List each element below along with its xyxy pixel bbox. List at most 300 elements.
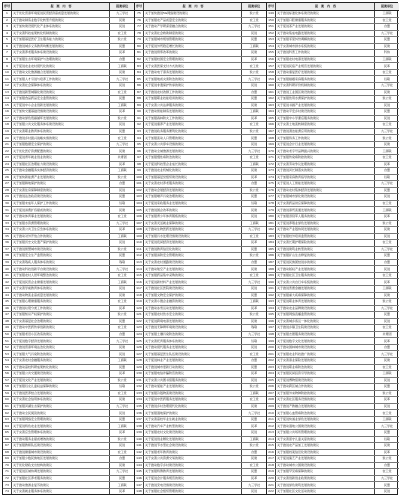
proposal-unit: 台盟 (251, 358, 258, 363)
table-column (267, 3, 399, 494)
proposal-unit: 民革 (251, 423, 258, 428)
proposal-title: 关于完善商业保险发展的建议 (276, 358, 375, 364)
row-number: 96 (135, 148, 144, 154)
row-number: 95 (135, 142, 144, 148)
proposal-unit: 民进 (119, 410, 126, 415)
proposal-unit: 民进 (383, 377, 390, 382)
proposal-unit: 工商联 (249, 43, 259, 48)
proposal-unit: 台盟 (119, 456, 126, 461)
table-row (267, 489, 399, 495)
proposal-title: 关于推进乡镇卫生院建设的建议 (276, 325, 375, 331)
proposal-title: 关于加强社区文化活动的建议 (276, 489, 375, 495)
proposal-title: 关于促进家政服务业发展的建议 (144, 201, 242, 207)
proposal-unit: 农工党 (382, 469, 392, 474)
row-number: 119 (135, 299, 144, 305)
row-number: 52 (3, 345, 12, 351)
proposal-title: 关于完善学前教育体系的建议 (12, 286, 110, 292)
proposal-unit: 民进 (251, 430, 258, 435)
row-number: 3 (3, 24, 12, 30)
row-number: 32 (3, 214, 12, 220)
proposal-unit: 共青团 (117, 155, 127, 160)
proposal-unit: 民革 (383, 214, 390, 219)
proposal-title: 关于推动湿地公园建设的建议 (276, 423, 375, 429)
proposal-unit: 农工党 (249, 122, 259, 127)
row-number: 168 (267, 135, 276, 141)
row-number: 60 (3, 397, 12, 403)
proposal-title: 关于加强电信诈骗防范的建议 (144, 371, 242, 377)
proposal-unit: 工商联 (117, 482, 127, 487)
row-number: 156 (267, 57, 276, 63)
proposal-unit: 民革 (119, 430, 126, 435)
proposal-title: 关于推动体育事业发展的建议 (12, 214, 110, 220)
proposal-title: 关于加强城市规划管理的建议 (144, 37, 242, 43)
proposal-title: 关于完善公共资源交易的建议 (144, 456, 242, 462)
proposal-title: 关于促进文化产业发展的建议 (12, 378, 110, 384)
row-number: 105 (135, 207, 144, 213)
proposal-unit: 民革 (383, 449, 390, 454)
proposal-title: 关于推动全民阅读的建议 (12, 410, 110, 416)
row-number: 178 (267, 201, 276, 207)
proposal-title: 关于推动老字号品牌振兴的建议 (276, 148, 375, 154)
proposal-title: 关于加强农产品质量安全的建议 (144, 18, 242, 24)
proposal-title: 关于加强重大疾病保障的建议 (276, 293, 375, 299)
proposal-unit: 工商联 (249, 109, 259, 114)
proposal-unit: 妇联 (383, 76, 390, 81)
row-number: 163 (267, 103, 276, 109)
proposal-unit: 民建 (119, 345, 126, 350)
row-number: 169 (267, 142, 276, 148)
row-number: 29 (3, 194, 12, 200)
proposal-unit: 工商联 (117, 102, 127, 107)
row-number: 122 (135, 319, 144, 325)
proposal-title: 关于推动农业品牌建设的建议 (276, 306, 375, 312)
proposal-unit: 九三学社 (380, 246, 393, 251)
row-number: 13 (3, 90, 12, 96)
row-number: 2 (3, 18, 12, 24)
row-number: 108 (135, 227, 144, 233)
proposal-title: 关于完善农村道路建设的建议 (144, 260, 242, 266)
row-number: 102 (135, 188, 144, 194)
proposal-title: 关于加强民间投资引导的建议 (276, 371, 375, 377)
proposal-unit: 九三学社 (116, 76, 129, 81)
row-number: 83 (135, 63, 144, 69)
row-number: 212 (267, 423, 276, 429)
row-number: 183 (267, 234, 276, 240)
proposal-title: 关于加强中小学课后服务的建议 (276, 116, 375, 122)
proposal-title: 关于推动跨区域合作的建议 (276, 384, 375, 390)
proposal-unit: 民革 (251, 174, 258, 179)
proposal-unit: 民进 (383, 403, 390, 408)
proposal-title: 关于完善残疾人服务体系的建议 (12, 260, 110, 266)
row-number: 209 (267, 404, 276, 410)
proposal-title: 关于加快新能源产业发展的建议 (12, 175, 110, 181)
proposal-title: 关于推动产学研深度融合的建议 (144, 24, 242, 30)
proposal-title: 关于推进建筑业转型的建议 (276, 247, 375, 253)
proposal-title: 关于完善灵活就业保障的建议 (144, 221, 242, 227)
proposal-unit: 民进 (119, 351, 126, 356)
proposal-unit: 民盟 (251, 292, 258, 297)
proposal-unit: 工商联 (117, 358, 127, 363)
row-number: 113 (135, 260, 144, 266)
proposal-title: 关于加强社会组织管理的建议 (144, 489, 242, 495)
table-column (135, 3, 267, 494)
row-number: 206 (267, 384, 276, 390)
proposal-title: 关于促进新材料产业发展的建议 (144, 279, 242, 285)
proposal-title: 关于促进民营企业健康发展的建议 (12, 279, 110, 285)
proposal-unit: 工商联 (249, 436, 259, 441)
proposal-title: 关于推进产教融合发展的建议 (276, 404, 375, 410)
proposal-unit: 九三学社 (116, 338, 129, 343)
proposal-unit: 九三学社 (248, 331, 261, 336)
proposal-title: 关于加强心血管病防治的建议 (276, 410, 375, 416)
row-number: 51 (3, 338, 12, 344)
proposal-title: 关于推动氢能产业发展的建议 (144, 384, 242, 390)
proposal-title: 关于加强农村人居环境整治的建议 (12, 273, 110, 279)
proposal-unit: 工商联 (117, 168, 127, 173)
row-number: 40 (3, 266, 12, 272)
proposal-unit: 民建 (119, 207, 126, 212)
proposal-unit: 农工党 (382, 410, 392, 415)
proposal-title: 关于推动汽车产业转型的建议 (144, 423, 242, 429)
proposal-unit: 九三学社 (116, 142, 129, 147)
proposal-title: 关于完善职业教育体系的建议 (12, 129, 110, 135)
proposal-title: 关于加强森林防火工作的建议 (144, 116, 242, 122)
proposal-unit: 九三学社 (248, 148, 261, 153)
row-number: 220 (267, 476, 276, 482)
proposal-title: 关于加强农村电商发展的建议 (276, 57, 375, 63)
proposal-unit: 工商联 (117, 233, 127, 238)
proposal-unit: 台盟 (383, 462, 390, 467)
row-number: 100 (135, 175, 144, 181)
proposal-title: 关于促进会计行业发展的建议 (276, 142, 375, 148)
row-number: 22 (3, 148, 12, 154)
proposal-unit: 农工党 (382, 325, 392, 330)
row-number: 57 (3, 378, 12, 384)
proposal-title: 关于推进农产品加工发展的建议 (276, 443, 375, 449)
proposal-unit: 九三学社 (116, 403, 129, 408)
header-org: 提案单位 (380, 4, 393, 8)
proposal-unit: 民革 (383, 161, 390, 166)
proposal-title: 关于促进会计服务规范的建议 (144, 476, 242, 482)
proposal-unit: 民进 (119, 83, 126, 88)
row-number: 99 (135, 168, 144, 174)
proposal-title: 关于促进民族团结进步的建议 (276, 260, 375, 266)
row-number: 110 (135, 240, 144, 246)
proposal-title: 关于加强基层医疗卫生服务能力的建议 (12, 37, 110, 43)
proposal-title: 关于加强青少年体育锻炼的建议 (144, 214, 242, 220)
row-number: 89 (135, 103, 144, 109)
row-number: 164 (267, 109, 276, 115)
row-number: 215 (267, 443, 276, 449)
proposal-unit: 民建 (383, 142, 390, 147)
proposal-unit: 民建 (119, 397, 126, 402)
proposal-title: 关于促进中小企业创新发展的建议 (12, 103, 110, 109)
proposal-title: 关于加强婚姻家庭服务的建议 (276, 76, 375, 82)
row-number: 33 (3, 221, 12, 227)
proposal-unit: 民进 (251, 214, 258, 219)
proposal-title: 关于完善创新创业政策的建议 (276, 476, 375, 482)
proposal-title: 关于加强校外培训监管的建议 (276, 234, 375, 240)
proposal-unit: 民建 (119, 292, 126, 297)
proposal-unit: 民盟 (119, 129, 126, 134)
proposal-unit: 九三学社 (248, 482, 261, 487)
proposal-title: 关于推进乡村治理现代化的建议 (144, 404, 242, 410)
row-number: 197 (267, 325, 276, 331)
proposal-unit: 九三学社 (380, 181, 393, 186)
proposal-unit: 民盟 (383, 384, 390, 389)
proposal-title: 关于完善就业服务体系的建议 (12, 489, 110, 495)
row-number: 121 (135, 312, 144, 318)
proposal-title: 关于推动集成电路发展的建议 (276, 31, 375, 37)
proposal-title: 关于推进标准化体系建设的建议 (276, 11, 375, 17)
row-number: 87 (135, 90, 144, 96)
proposal-title: 关于加强冷链物流建设的建议 (144, 391, 242, 397)
proposal-title: 关于加强教师队伍建设的建议 (12, 443, 110, 449)
row-number: 127 (135, 351, 144, 357)
proposal-title: 关于加强流动人口管理的建议 (144, 135, 242, 141)
proposal-unit: 民进 (383, 266, 390, 271)
row-number: 78 (135, 31, 144, 37)
row-number: 192 (267, 293, 276, 299)
table-header (267, 3, 399, 11)
row-number: 49 (3, 325, 12, 331)
proposal-title: 关于完善公共图书馆服务的建议 (144, 378, 242, 384)
proposal-unit: 民进 (383, 115, 390, 120)
row-number: 94 (135, 135, 144, 141)
row-number: 190 (267, 279, 276, 285)
row-number: 11 (3, 76, 12, 82)
proposal-unit: 农工党 (249, 155, 259, 160)
proposal-title: 关于促进区域协调发展的建议 (12, 469, 110, 475)
proposal-title: 关于促进演艺产业发展的建议 (276, 456, 375, 462)
proposal-title: 关于加强少数民族地区发展的建议 (12, 456, 110, 462)
proposal-unit: 农工党 (117, 449, 127, 454)
proposal-unit: 台盟 (251, 449, 258, 454)
row-number: 82 (135, 57, 144, 63)
proposal-unit: 民建 (251, 207, 258, 212)
row-number: 153 (267, 37, 276, 43)
row-number: 18 (3, 122, 12, 128)
proposal-title: 关于促进快递业绿色发展的建议 (276, 417, 375, 423)
row-number: 4 (3, 31, 12, 37)
proposal-unit: 民进 (119, 286, 126, 291)
proposal-unit: 九三学社 (380, 476, 393, 480)
row-number: 137 (135, 417, 144, 423)
row-number: 1 (3, 11, 12, 17)
proposal-unit: 工商联 (249, 220, 259, 225)
row-number: 171 (267, 155, 276, 161)
proposal-unit: 工商联 (382, 286, 392, 291)
proposal-unit: 农工党 (117, 325, 127, 330)
row-number: 203 (267, 365, 276, 371)
proposal-unit: 民建 (119, 462, 126, 467)
row-number: 219 (267, 469, 276, 475)
row-number: 86 (135, 83, 144, 89)
proposal-title: 关于促进职业体育发展的建议 (276, 299, 375, 305)
proposal-title: 关于推进商贸流通发展的建议 (276, 207, 375, 213)
row-number: 25 (3, 168, 12, 174)
row-number: 88 (135, 96, 144, 102)
proposal-unit: 民进 (119, 122, 126, 127)
proposal-unit: 致公党 (382, 135, 392, 140)
proposal-unit: 民建 (251, 456, 258, 461)
row-number: 129 (135, 365, 144, 371)
row-number: 90 (135, 109, 144, 115)
proposal-unit: 农工党 (382, 17, 392, 22)
proposal-title: 关于加强药品集中采购的建议 (144, 273, 242, 279)
proposal-unit: 民建 (383, 443, 390, 448)
row-number: 28 (3, 188, 12, 194)
proposal-unit: 民进 (119, 443, 126, 448)
proposal-title: 关于促进康养产业发展的建议 (144, 122, 242, 128)
row-number: 34 (3, 227, 12, 233)
header-no: 序号 (267, 4, 274, 8)
proposal-unit: 民建 (251, 50, 258, 55)
row-number: 165 (267, 116, 276, 122)
row-number: 117 (135, 286, 144, 292)
proposal-title: 关于促进中医药服务发展的建议 (144, 397, 242, 403)
proposal-table (2, 2, 398, 495)
proposal-unit: 农工党 (249, 351, 259, 356)
proposal-title: 关于推进垃圾分类工作的建议 (12, 306, 110, 312)
proposal-title: 关于推进营商环境法治化的建议 (12, 345, 110, 351)
proposal-title: 关于加强档案信息化建设的建议 (276, 450, 375, 456)
row-number: 201 (267, 351, 276, 357)
row-number: 111 (135, 247, 144, 253)
proposal-unit: 农工党 (382, 240, 392, 245)
proposal-title: 关于推进智慧城市建设的建议 (12, 247, 110, 253)
row-number: 76 (135, 18, 144, 24)
proposal-title: 关于推进绿色建筑发展的建议 (276, 482, 375, 488)
proposal-unit: 农工党 (382, 364, 392, 369)
proposal-title: 关于加快建设现代化产业体系的建议 (12, 24, 110, 30)
proposal-title: 关于完善应急管理体系的建议 (12, 430, 110, 436)
proposal-title: 关于促进外贸稳定增长的建议 (144, 44, 242, 50)
proposal-title: 关于推进教育信息化的建议 (144, 247, 242, 253)
proposal-title: 关于加强邻里纠纷调解的建议 (276, 37, 375, 43)
proposal-unit: 妇联 (251, 338, 258, 343)
proposal-unit: 台盟 (251, 259, 258, 264)
row-number: 195 (267, 312, 276, 318)
proposal-title: 关于促进青年就业创业的建议 (12, 155, 110, 161)
row-number: 222 (267, 489, 276, 495)
proposal-title: 关于优化医疗资源配置的建议 (12, 148, 110, 154)
proposal-title: 关于推动物流业高质量发展的建议 (12, 293, 110, 299)
row-number: 221 (267, 482, 276, 488)
proposal-title: 关于促进跨境电商发展的建议 (144, 319, 242, 325)
row-number: 150 (267, 18, 276, 24)
row-number: 146 (135, 476, 144, 482)
row-number: 120 (135, 306, 144, 312)
row-number: 147 (135, 482, 144, 488)
proposal-unit: 致公党 (249, 70, 259, 75)
row-number: 46 (3, 306, 12, 312)
row-number: 124 (135, 332, 144, 338)
proposal-title: 关于推动文化旅游融合发展的建议 (12, 70, 110, 76)
proposal-title: 关于推动现代服务业发展的建议 (144, 345, 242, 351)
row-number: 66 (3, 437, 12, 443)
proposal-unit: 台盟 (119, 57, 126, 61)
row-number: 181 (267, 221, 276, 227)
row-number: 135 (135, 404, 144, 410)
proposal-unit: 妇联 (383, 174, 390, 179)
proposal-unit: 九三学社 (380, 30, 393, 35)
proposal-title: 关于推动旅游业复苏的建议 (12, 482, 110, 488)
proposal-title: 关于推进无障碍环境建设的建议 (144, 325, 242, 331)
proposal-unit: 台盟 (383, 259, 390, 264)
proposal-unit: 工商联 (382, 11, 392, 16)
proposal-unit: 民革 (119, 489, 126, 494)
proposal-title: 关于完善科研评价机制的建议 (276, 83, 375, 89)
proposal-title: 关于加强土壤污染防治的建议 (144, 332, 242, 338)
proposal-title: 关于完善公共停车设施的建议 (144, 142, 242, 148)
proposal-title: 关于加强老旧小区改造的建议 (12, 332, 110, 338)
proposal-unit: 农工党 (249, 462, 259, 467)
row-number: 173 (267, 168, 276, 174)
proposal-title: 关于完善长期护理保险的建议 (276, 240, 375, 246)
table-column (3, 3, 135, 494)
table-header (135, 3, 266, 11)
proposal-title: 关于推进新型城镇化建设的建议 (12, 90, 110, 96)
proposal-title: 关于推动智能制造发展的建议 (144, 109, 242, 115)
proposal-title: 关于推动冰雪运动发展的建议 (144, 306, 242, 312)
row-number: 26 (3, 175, 12, 181)
row-number: 211 (267, 417, 276, 423)
proposal-title: 关于促进民宿产业规范发展的建议 (276, 63, 375, 69)
proposal-unit: 九三学社 (248, 76, 261, 81)
proposal-title: 关于加强生态环境保护与治理的建议 (12, 57, 110, 63)
row-number: 214 (267, 437, 276, 443)
proposal-unit: 农工党 (249, 397, 259, 402)
proposal-unit: 农工党 (382, 273, 392, 278)
proposal-title: 关于推动康复医疗发展的建议 (276, 70, 375, 76)
proposal-title: 关于促进消费扩容提质的建议 (12, 207, 110, 213)
row-number: 65 (3, 430, 12, 436)
row-number: 24 (3, 162, 12, 168)
proposal-title: 关于推动科技创新平台建设的建议 (12, 266, 110, 272)
proposal-unit: 民盟 (383, 482, 390, 487)
proposal-title: 关于完善科技成果转化机制的建议 (12, 31, 110, 37)
proposal-title: 关于促进非遗保护传承的建议 (144, 83, 242, 89)
row-number: 205 (267, 378, 276, 384)
proposal-unit: 工商联 (382, 417, 392, 422)
row-number: 138 (135, 423, 144, 429)
row-number: 63 (3, 417, 12, 423)
row-number: 148 (135, 489, 144, 495)
proposal-unit: 九三学社 (248, 227, 261, 232)
proposal-title: 关于推进普惠金融发展的建议 (276, 286, 375, 292)
proposal-title: 关于加强耕地保护的建议 (12, 181, 110, 187)
row-number: 193 (267, 299, 276, 305)
proposal-unit: 致公党 (117, 174, 127, 179)
proposal-unit: 台盟 (383, 345, 390, 350)
proposal-title: 关于完善农村金融服务的建议 (12, 358, 110, 364)
proposal-title: 关于推进工业园区建设的建议 (276, 90, 375, 96)
row-number: 45 (3, 299, 12, 305)
row-number: 133 (135, 391, 144, 397)
proposal-unit: 九三学社 (248, 410, 261, 415)
row-number: 131 (135, 378, 144, 384)
proposal-unit: 民进 (251, 345, 258, 350)
row-number: 132 (135, 384, 144, 390)
proposal-unit: 九三学社 (380, 129, 393, 134)
proposal-title: 关于完善住房保障制度的建议 (12, 188, 110, 194)
row-number: 130 (135, 371, 144, 377)
proposal-title: 关于加强噪声污染治理的建议 (144, 194, 242, 200)
proposal-unit: 民建 (119, 148, 126, 153)
row-number: 140 (135, 437, 144, 443)
proposal-title: 关于推进医养结合发展的建议 (12, 391, 110, 397)
